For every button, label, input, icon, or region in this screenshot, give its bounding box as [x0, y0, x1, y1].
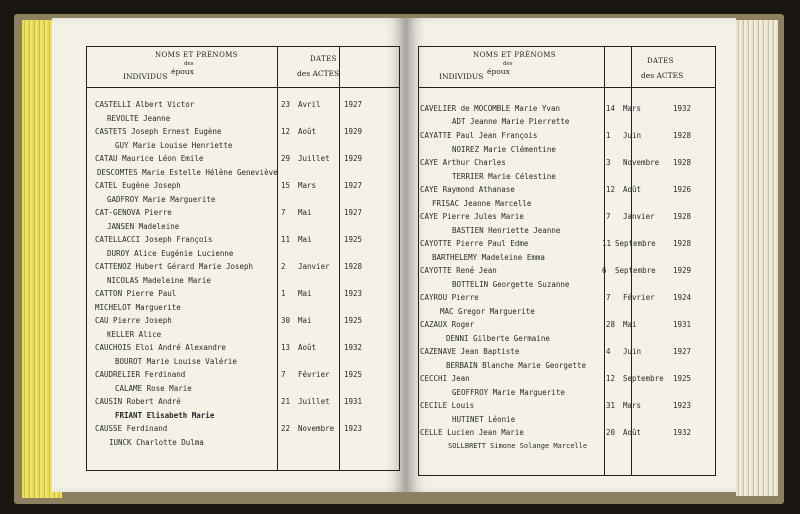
act-month: Septembre — [615, 266, 656, 275]
act-day: 7 — [606, 293, 611, 302]
act-day: 30 — [281, 316, 291, 325]
dates-header-sub: des ACTES — [297, 69, 340, 78]
act-year: 1923 — [344, 289, 363, 298]
act-day: 15 — [281, 181, 291, 190]
left-page — [52, 18, 406, 492]
husband-name: CECCHI Jean — [420, 374, 470, 383]
wife-name: GADFROY Marie Marguerite — [107, 195, 216, 204]
act-year: 1924 — [673, 293, 692, 302]
wife-name: BERBAIN Blanche Marie Georgette — [446, 361, 586, 370]
husband-name: CASTELLI Albert Victor — [95, 100, 195, 109]
act-day: 6 — [602, 266, 607, 275]
husband-name: CAYOTTE René Jean — [420, 266, 497, 275]
act-month: Avril — [298, 100, 321, 109]
husband-name: CATTENOZ Hubert Gérard Marie Joseph — [95, 262, 254, 271]
act-day: 3 — [606, 158, 611, 167]
act-year: 1928 — [673, 212, 692, 221]
wife-name: MICHELOT Marguerite — [95, 303, 181, 312]
wife-name: GEOFFROY Marie Marguerite — [452, 388, 565, 397]
husband-name: CAYE Pierre Jules Marie — [420, 212, 524, 221]
act-year: 1928 — [673, 239, 692, 248]
act-year: 1925 — [344, 370, 363, 379]
act-year: 1927 — [673, 347, 692, 356]
names-header-individus: INDIVIDUS — [439, 72, 484, 81]
act-day: 2 — [281, 262, 286, 271]
act-day: 21 — [281, 397, 291, 406]
act-month: Novembre — [623, 158, 660, 167]
wife-name: BARTHELEMY Madeleine Emma — [432, 253, 545, 262]
husband-name: CAUSSE Ferdinand — [95, 424, 168, 433]
act-day: 28 — [606, 320, 616, 329]
wife-name: KELLER Alice — [107, 330, 162, 339]
act-month: Janvier — [298, 262, 330, 271]
husband-name: CELLE Lucien Jean Marie — [420, 428, 524, 437]
wife-name: NICOLAS Madeleine Marie — [107, 276, 211, 285]
husband-name: CAUCHOIS Eloi André Alexandre — [95, 343, 226, 352]
act-day: 13 — [281, 343, 291, 352]
act-month: Février — [298, 370, 330, 379]
act-year: 1929 — [673, 266, 692, 275]
act-month: Juillet — [298, 397, 330, 406]
wife-name: BASTIEN Henriette Jeanne — [452, 226, 561, 235]
act-year: 1926 — [673, 185, 692, 194]
page-edges-right — [736, 20, 778, 496]
wife-name: MAC Gregor Marguerite — [440, 307, 535, 316]
act-month: Septembre — [623, 374, 664, 383]
names-header-epoux: époux — [487, 67, 510, 76]
right-page — [406, 18, 736, 492]
act-day: 22 — [281, 424, 291, 433]
act-day: 7 — [281, 208, 286, 217]
act-month: Août — [298, 343, 317, 352]
wife-name: BOTTELIN Georgette Suzanne — [452, 280, 570, 289]
act-month: Novembre — [298, 424, 335, 433]
wife-name: SOLLBRETT Simone Solange Marcelle — [448, 442, 588, 450]
wife-name: CALAME Rose Marie — [115, 384, 192, 393]
husband-name: CAYROU Pierre — [420, 293, 479, 302]
act-day: 14 — [606, 104, 616, 113]
husband-name: CAVELIER de MOCOMBLE Marie Yvan — [420, 104, 560, 113]
husband-name: CAU Pierre Joseph — [95, 316, 172, 325]
husband-name: CATELLACCI Joseph François — [95, 235, 213, 244]
act-month: Février — [623, 293, 655, 302]
act-day: 7 — [606, 212, 611, 221]
act-day: 11 — [281, 235, 291, 244]
husband-name: CECILE Louis — [420, 401, 475, 410]
act-month: Mai — [623, 320, 637, 329]
act-month: Mai — [298, 235, 312, 244]
husband-name: CAYOTTE Pierre Paul Edme — [420, 239, 529, 248]
act-year: 1927 — [344, 208, 363, 217]
act-month: Août — [623, 185, 642, 194]
act-day: 12 — [606, 185, 616, 194]
wife-name: FRIANT Elisabeth Marie — [115, 411, 215, 420]
husband-name: CAT-GENOVA Pierre — [95, 208, 172, 217]
act-year: 1928 — [344, 262, 363, 271]
act-month: Mai — [298, 316, 312, 325]
act-day: 4 — [606, 347, 611, 356]
names-header-epoux: époux — [171, 67, 194, 76]
act-year: 1929 — [344, 154, 363, 163]
act-month: Juin — [623, 347, 642, 356]
act-month: Mars — [623, 104, 642, 113]
husband-name: CASTETS Joseph Ernest Eugène — [95, 127, 222, 136]
dates-header: DATES — [647, 57, 674, 65]
dates-header-sub: des ACTES — [641, 71, 684, 80]
act-month: Juillet — [298, 154, 330, 163]
names-header: NOMS ET PRÉNOMS — [155, 51, 238, 59]
husband-name: CAZENAVE Jean Baptiste — [420, 347, 520, 356]
act-year: 1927 — [344, 100, 363, 109]
names-header: NOMS ET PRÉNOMS — [473, 51, 556, 59]
husband-name: CAYE Raymond Athanase — [420, 185, 515, 194]
husband-name: CAYE Arthur Charles — [420, 158, 506, 167]
names-header-individus: INDIVIDUS — [123, 72, 168, 81]
wife-name: DENNI Gilberte Germaine — [446, 334, 550, 343]
wife-name: ADT Jeanne Marie Pierrette — [452, 117, 570, 126]
wife-name: DUROY Alice Eugénie Lucienne — [107, 249, 234, 258]
act-day: 29 — [281, 154, 291, 163]
wife-name: FRISAC Jeanne Marcelle — [432, 199, 532, 208]
names-header-des: des — [503, 61, 513, 67]
husband-name: CATAU Maurice Léon Emile — [95, 154, 204, 163]
act-month: Janvier — [623, 212, 655, 221]
dates-header: DATES — [310, 55, 337, 63]
act-year: 1932 — [673, 428, 692, 437]
names-header-des: des — [184, 61, 194, 67]
act-month: Mai — [298, 289, 312, 298]
act-month: Mars — [623, 401, 642, 410]
wife-name: REVOLTE Jeanne — [107, 114, 171, 123]
wife-name: TERRIER Marie Célestine — [452, 172, 556, 181]
act-year: 1931 — [673, 320, 692, 329]
husband-name: CAUSIN Robert André — [95, 397, 181, 406]
husband-name: CAYATTE Paul Jean François — [420, 131, 538, 140]
act-year: 1927 — [344, 181, 363, 190]
act-year: 1932 — [344, 343, 363, 352]
wife-name: GUY Marie Louise Henriette — [115, 141, 233, 150]
wife-name: DESCOMTES Marie Estelle Hélène Geneviève — [97, 168, 278, 177]
act-day: 1 — [281, 289, 286, 298]
act-day: 1 — [606, 131, 611, 140]
act-year: 1923 — [344, 424, 363, 433]
husband-name: CATTON Pierre Paul — [95, 289, 177, 298]
act-year: 1925 — [344, 235, 363, 244]
act-month: Septembre — [615, 239, 656, 248]
act-day: 20 — [606, 428, 616, 437]
act-day: 31 — [606, 401, 616, 410]
act-month: Juin — [623, 131, 642, 140]
wife-name: HUTINET Léonie — [452, 415, 516, 424]
act-year: 1931 — [344, 397, 363, 406]
left-register-table — [86, 46, 400, 471]
act-day: 12 — [281, 127, 291, 136]
wife-name: NOIREZ Marie Clémentine — [452, 145, 556, 154]
wife-name: JANSEN Madeleine — [107, 222, 180, 231]
act-year: 1925 — [344, 316, 363, 325]
husband-name: CAUDRELIER Ferdinand — [95, 370, 186, 379]
husband-name: CATEL Eugène Joseph — [95, 181, 181, 190]
act-day: 7 — [281, 370, 286, 379]
act-year: 1923 — [673, 401, 692, 410]
act-day: 12 — [606, 374, 616, 383]
act-year: 1925 — [673, 374, 692, 383]
act-month: Août — [298, 127, 317, 136]
act-year: 1929 — [344, 127, 363, 136]
act-year: 1928 — [673, 158, 692, 167]
wife-name: IUNCK Charlotte Dulma — [109, 438, 204, 447]
act-month: Mars — [298, 181, 317, 190]
husband-name: CAZAUX Roger — [420, 320, 475, 329]
wife-name: BOUROT Marie Louise Valérie — [115, 357, 237, 366]
act-day: 23 — [281, 100, 291, 109]
act-month: Mai — [298, 208, 312, 217]
act-year: 1932 — [673, 104, 692, 113]
act-year: 1928 — [673, 131, 692, 140]
act-day: 11 — [602, 239, 612, 248]
act-month: Août — [623, 428, 642, 437]
